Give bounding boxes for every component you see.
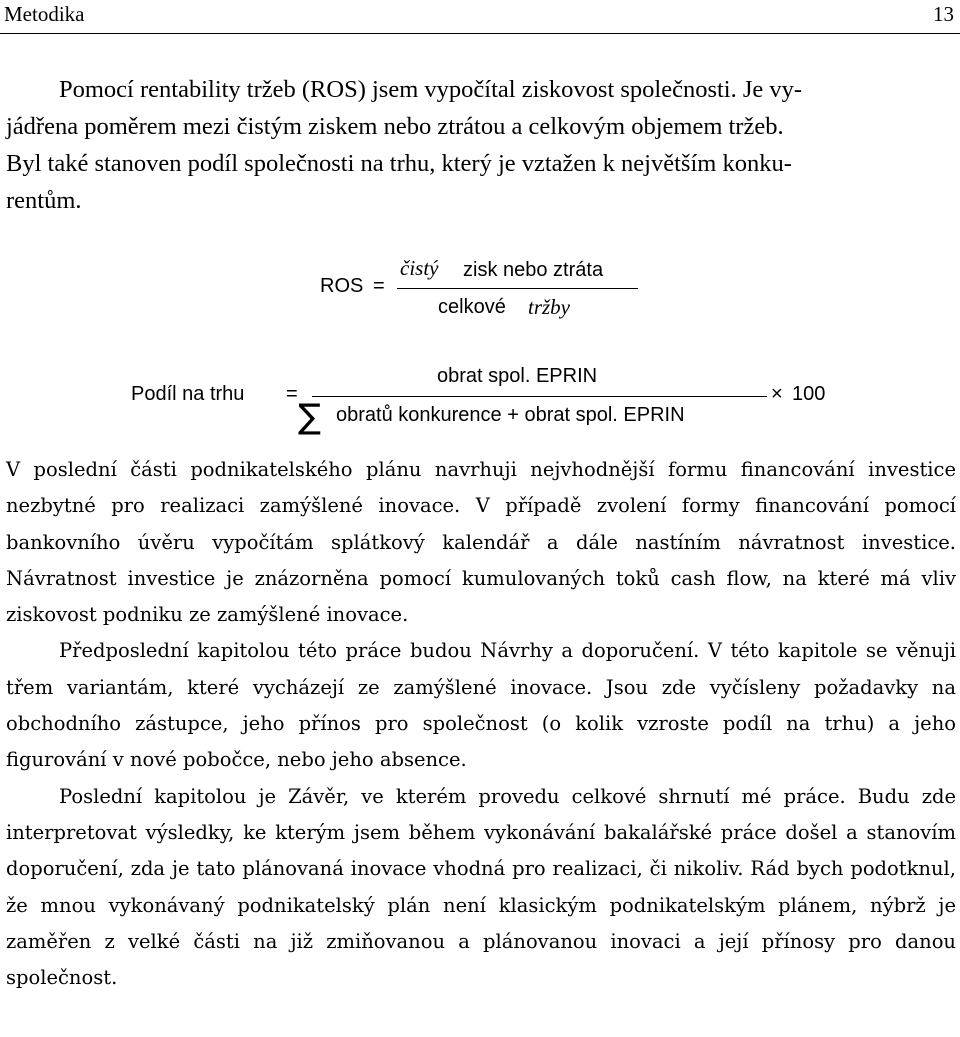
share-lhs: Podíl na trhu: [131, 383, 245, 405]
body-text: [6, 452, 956, 996]
page-number: 13: [933, 2, 954, 26]
ros-denominator-italic: tržby: [528, 295, 570, 319]
ros-equals: =: [373, 275, 385, 297]
ros-fraction-bar: [397, 288, 638, 289]
sum-symbol: ∑: [298, 397, 321, 437]
intro-line: Pomocí rentability tržeb (ROS) jsem vypočítal ziskovost společnosti. Je vy-: [59, 76, 803, 103]
intro-line: rentům.: [6, 187, 82, 214]
intro-line: jádřena poměrem mezi čistým ziskem nebo ztrátou a celkovým objemem tržeb.: [6, 113, 784, 140]
share-factor: 100: [792, 383, 826, 405]
ros-numerator: zisk nebo ztráta: [463, 259, 604, 281]
ros-lhs: ROS: [320, 275, 364, 297]
ros-denominator: celkové: [438, 296, 506, 318]
intro-line: Byl také stanoven podíl společnosti na trhu, který je vztažen k největším konku-: [6, 150, 792, 177]
share-equals: =: [286, 383, 298, 405]
paragraph: Předposlední kapitolou této práce budou Návrhy a doporučení. V této kapitole se věnuji třem variantám, které vycházejí ze zamýšlené inovace. Jsou zde vyčísleny požadavky na obchodního zástupce, jeho přínos pro společnost (o kolik vzroste podíl na trhu) a jeho figurování v nové pobočce, nebo jeho absence.: [6, 639, 956, 772]
ros-numerator-italic: čistý: [400, 256, 439, 280]
paragraph: V poslední části podnikatelského plánu navrhuji nejvhodnější formu financování investice nezbytné pro realizaci zamýšlené inovace. V případě zvolení formy financování pomocí bankovního úvěru vypočítám splátkový kalendář a dále nastíním návratnost investice. Návratnost investice je znázorněna pomocí kumulovaných toků cash flow, na které má vliv ziskovost podniku ze zamýšlené inovace.: [6, 458, 956, 627]
header-rule: [0, 33, 960, 34]
intro-paragraph: [6, 71, 956, 219]
paragraph: Poslední kapitolou je Závěr, ve kterém provedu celkové shrnutí mé práce. Budu zde interpretovat výsledky, ke kterým jsem během vykonávání bakalářské práce došel a stanovím doporučení, zda je tato plánovaná inovace vhodná pro realizaci, či nikoliv. Rád bych podotknul, že mnou vykonávaný podnikatelský plán není klasickým podnikatelským plánem, nýbrž je zaměřen z velké části na již zmiňovanou a plánovanou inovaci a její přínosy pro danou společnost.: [6, 784, 956, 990]
share-fraction-bar: [312, 396, 767, 397]
chapter-title: Metodika: [4, 2, 85, 26]
share-denominator: obratů konkurence + obrat spol. EPRIN: [336, 404, 685, 426]
page-header: [0, 0, 960, 34]
times-symbol: ×: [771, 383, 783, 405]
share-numerator: obrat spol. EPRIN: [437, 365, 598, 387]
